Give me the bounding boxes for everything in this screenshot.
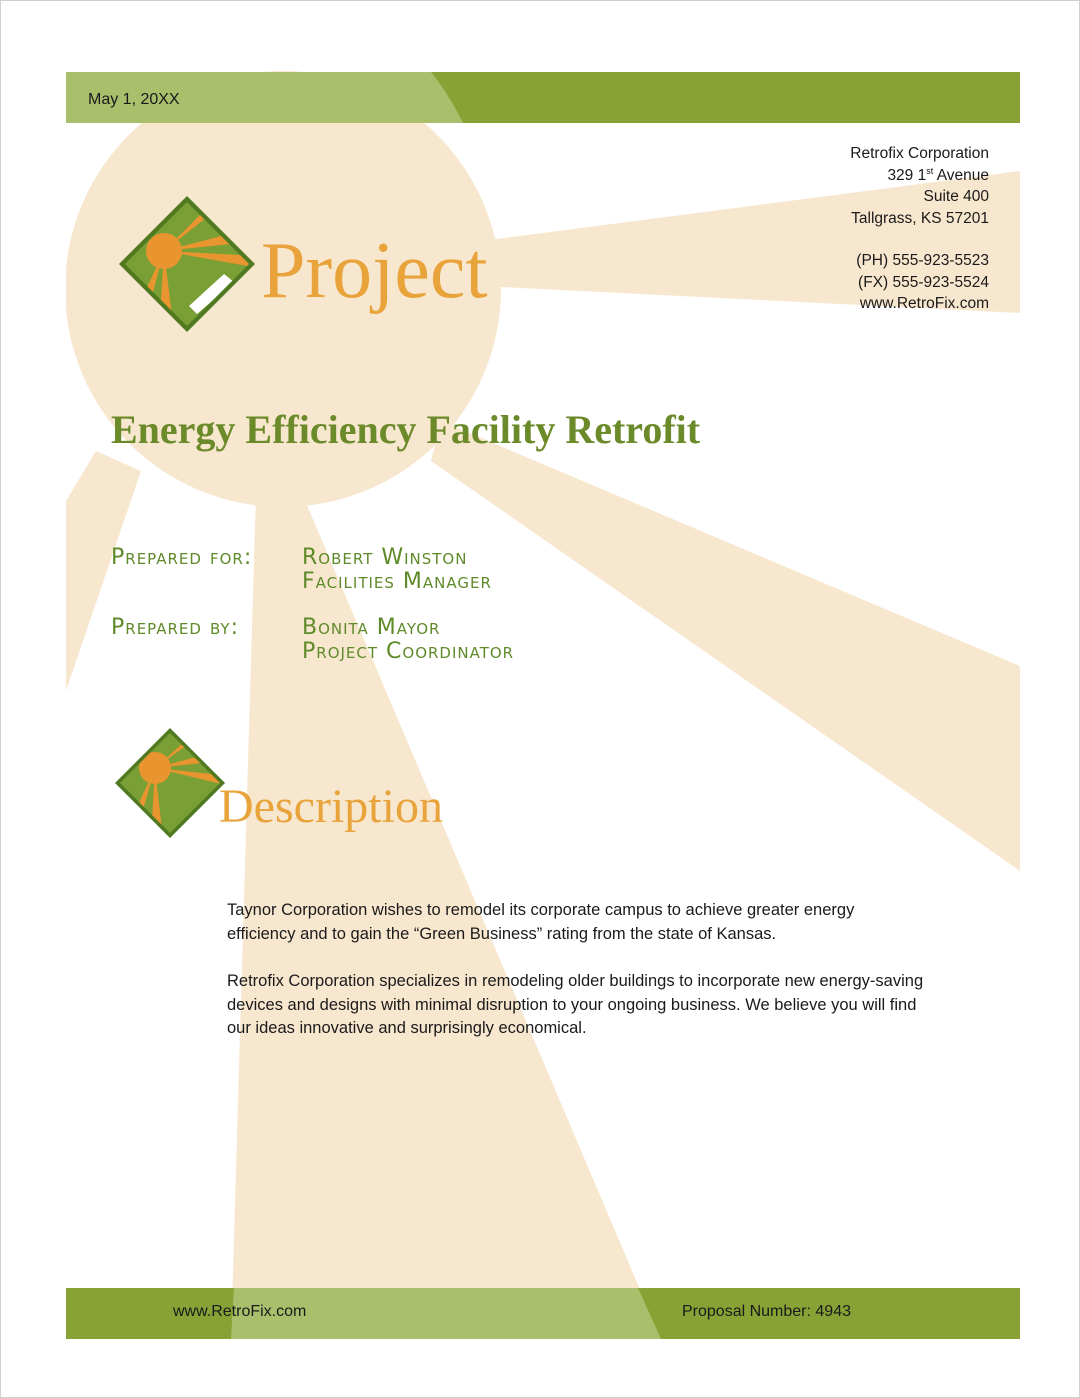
description-paragraph-1: Taynor Corporation wishes to remodel its corporate campus to achieve greater energy efficiency and to gain the “Green Business” rating from the state of Kansas. — [227, 901, 855, 943]
proposal-number: Proposal Number: 4943 — [682, 1303, 851, 1320]
sun-diamond-logo-icon — [119, 196, 255, 332]
proposal-subtitle: Energy Efficiency Facility Retrofit — [111, 407, 701, 452]
company-city: Tallgrass, KS 57201 — [851, 209, 989, 227]
footer-website[interactable]: www.RetroFix.com — [173, 1303, 307, 1320]
prepared-by-label: Prepared by: — [111, 615, 240, 640]
company-suite: Suite 400 — [923, 188, 989, 205]
prepared-for-name: Robert Winston — [302, 545, 468, 570]
description-paragraph-2: Retrofix Corporation specializes in remodeling older buildings to incorporate new energy-saving devices and designs with minimal disruption to your ongoing business. We believe you will find our ideas innovative and surprisingly economical. — [227, 972, 924, 1037]
company-phone: (PH) 555-923-5523 — [856, 252, 989, 269]
project-title: Project — [261, 227, 488, 315]
company-address — [850, 143, 989, 315]
prepared-for-label: Prepared for: — [111, 545, 253, 570]
prepared-by-role: Project Coordinator — [302, 639, 515, 664]
company-street: 329 1st Avenue — [887, 165, 989, 184]
prepared-by-name: Bonita Mayor — [302, 615, 441, 640]
company-website[interactable]: www.RetroFix.com — [859, 295, 989, 312]
prepared-for-role: Facilities Manager — [302, 569, 492, 594]
company-fax: (FX) 555-923-5524 — [858, 273, 989, 291]
description-heading: Description — [219, 780, 443, 833]
company-name: Retrofix Corporation — [850, 145, 989, 162]
sun-diamond-small-icon — [115, 728, 225, 838]
date: May 1, 20XX — [88, 91, 180, 108]
